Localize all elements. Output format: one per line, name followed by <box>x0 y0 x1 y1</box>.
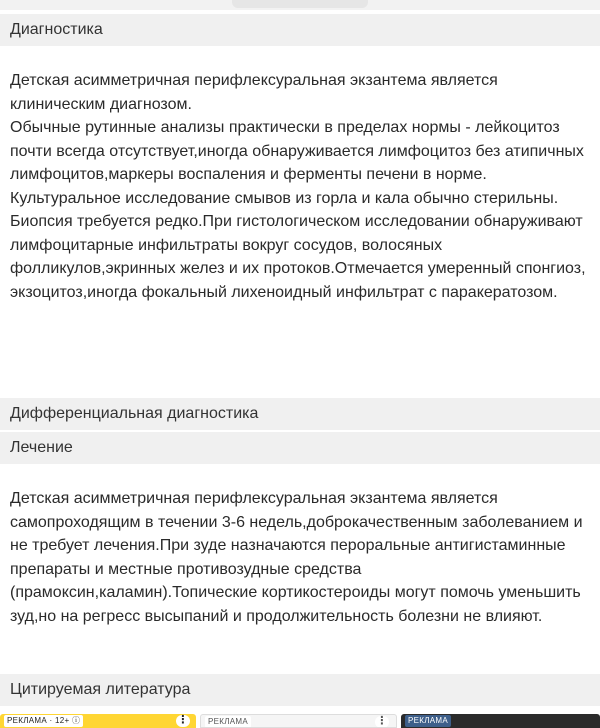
ad-label: РЕКЛАМА <box>405 715 451 727</box>
ad-banner[interactable] <box>401 714 600 728</box>
section-header-diagnostics[interactable] <box>0 14 600 46</box>
treatment-body <box>10 487 594 628</box>
ad-label: РЕКЛАМА <box>205 716 251 728</box>
more-options-icon[interactable]: ⋮ <box>376 715 388 727</box>
paragraph: Биопсия требуется редко.При гистологическом исследовании обнаруживают лимфоцитарные инфильтраты вокруг сосудов, волосяных фолликулов,экринных желез и их протоков.Отмечается умеренный спонгиоз, экзоцитоз,иногда фокальный лихеноидный инфильтрат с паракератозом. <box>10 213 586 301</box>
top-bar <box>0 0 600 10</box>
paragraph: Детская асимметричная перифлексуральная экзантема является клиническим диагнозом. <box>10 72 498 113</box>
ad-label: РЕКЛАМА · 12+ ⓘ <box>4 715 83 727</box>
section-title-differential: Дифференциальная диагностика <box>10 405 259 422</box>
paragraph: Культуральное исследование смывов из горла и кала обычно стерильны. <box>10 189 559 207</box>
ad-strip <box>0 714 600 728</box>
more-options-icon[interactable]: ⋮ <box>177 714 189 726</box>
diagnostics-body <box>10 69 594 304</box>
section-header-references[interactable] <box>0 674 600 706</box>
section-title-diagnostics: Диагностика <box>10 21 103 38</box>
section-header-differential[interactable] <box>0 398 600 430</box>
top-bar-notch <box>232 0 368 8</box>
section-title-references: Цитируемая литература <box>10 681 191 698</box>
ad-banner[interactable] <box>0 714 196 728</box>
paragraph: Детская асимметричная перифлексуральная экзантема является самопроходящим в течении 3-6 недель,доброкачественным заболеванием и не требует лечения.При зуде назначаются пероральные антигистаминные препараты и местные противозудные средства (прамоксин,каламин).Топические кортикостероиды могут помочь уменьшить зуд,но на регресс высыпаний и продолжительность болезни не влияют. <box>10 490 583 625</box>
section-title-treatment: Лечение <box>10 439 73 456</box>
section-header-treatment[interactable] <box>0 432 600 464</box>
ad-banner[interactable] <box>200 714 397 728</box>
paragraph: Обычные рутинные анализы практически в пределах нормы - лейкоцитоз почти всегда отсутствует,иногда обнаруживается лимфоцитоз без атипичных лимфоцитов,маркеры воспаления и ферменты печени в норме. <box>10 119 584 183</box>
